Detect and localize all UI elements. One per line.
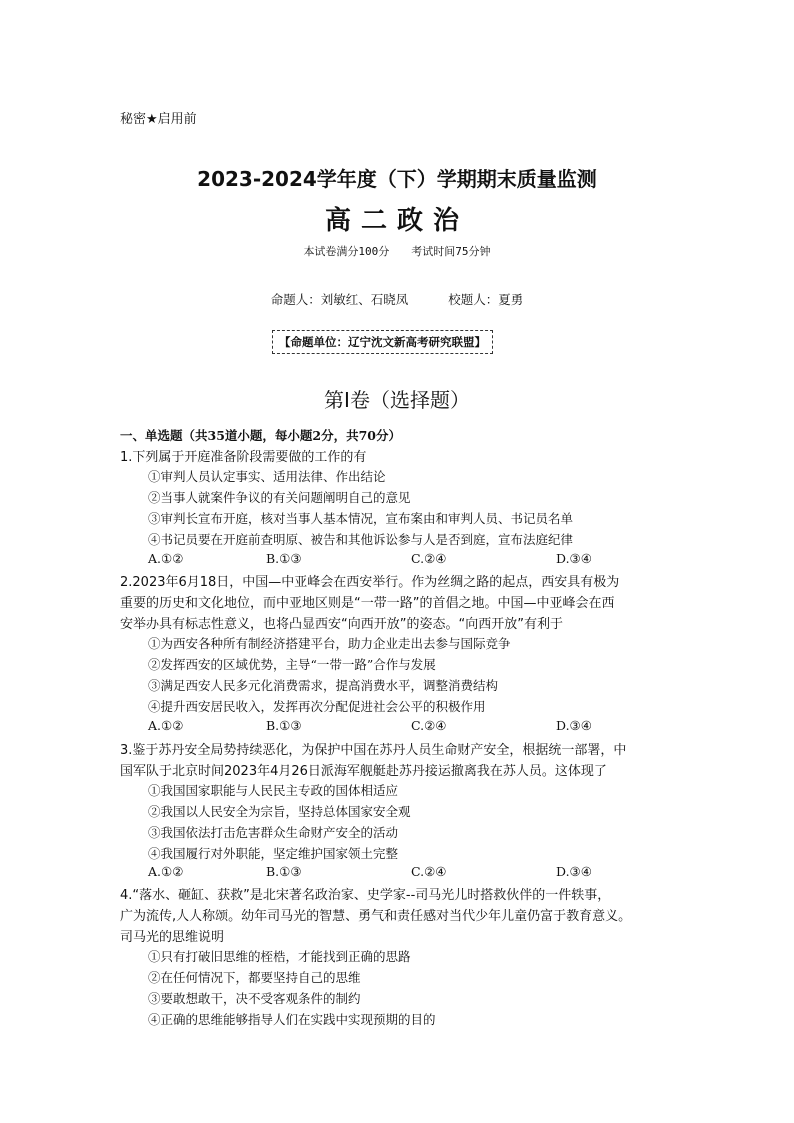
question-2-stem: 重要的历史和文化地位，而中亚地区则是“一带一路”的首倡之地。中国—中亚峰会在西	[120, 596, 615, 611]
question-2-answer-a: A.①②	[148, 718, 184, 733]
question-2-option: ②发挥西安的区域优势，主导“一带一路”合作与发展	[148, 657, 436, 672]
question-3-option: ③我国依法打击危害群众生命财产安全的活动	[148, 825, 399, 840]
exam-meta: 本试卷满分100分 考试时间75分钟	[303, 245, 491, 258]
question-3-answer-b: B.①③	[266, 864, 302, 879]
question-4-stem: 4.“落水、砸缸、获救”是北宋著名政治家、史学家--司马光儿时搭救伙伴的一件轶事，	[120, 888, 611, 903]
question-3-answer-a: A.①②	[148, 864, 184, 879]
question-3-option: ④我国履行对外职能，坚定维护国家领土完整	[148, 846, 399, 861]
authors-line	[0, 290, 794, 308]
question-2-option: ①为西安各种所有制经济搭建平台，助力企业走出去参与国际竞争	[148, 636, 511, 651]
volume-title: 第Ⅰ卷（选择题）	[324, 388, 470, 412]
question-3-stem: 3.鉴于苏丹安全局势持续恶化，为保护中国在苏丹人员生命财产安全，根据统一部署，中	[120, 743, 627, 758]
question-3-option: ②我国以人民安全为宗旨，坚持总体国家安全观	[148, 804, 411, 819]
question-1-option: ①审判人员认定事实、适用法律、作出结论	[148, 469, 386, 484]
question-1-answer-a: A.①②	[148, 551, 184, 566]
subject-title: 高二政治	[324, 206, 469, 236]
question-4-option: ③要敢想敢干，决不受客观条件的制约	[148, 991, 361, 1006]
question-4-stem: 司马光的思维说明	[120, 930, 225, 945]
confidential-label: 秘密★启用前	[120, 112, 197, 127]
exam-title: 2023-2024学年度（下）学期期末质量监测	[197, 167, 597, 191]
question-1-option: ③审判长宣布开庭，核对当事人基本情况，宣布案由和审判人员、书记员名单	[148, 511, 574, 526]
question-3-answer-d: D.③④	[556, 864, 592, 879]
question-1-answer-c: C.②④	[411, 551, 447, 566]
question-2-stem: 2.2023年6月18日，中国—中亚峰会在西安举行。作为丝绸之路的起点，西安具有极为	[120, 575, 620, 590]
question-2-answer-c: C.②④	[411, 718, 447, 733]
question-1-option: ④书记员要在开庭前查明原、被告和其他诉讼参与人是否到庭，宣布法庭纪律	[148, 532, 574, 547]
author-names: 命题人：刘敏红、石晓凤	[270, 292, 409, 307]
question-1-stem: 1.下列属于开庭准备阶段需要做的工作的有	[120, 450, 367, 465]
reviewer-name: 校题人：夏勇	[448, 292, 524, 307]
question-2-option: ④提升西安居民收入，发挥再次分配促进社会公平的积极作用	[148, 699, 486, 714]
question-4-option: ④正确的思维能够指导人们在实践中实现预期的目的	[148, 1012, 436, 1027]
section-title: 一、单选题（共35道小题，每小题2分，共70分）	[120, 428, 401, 443]
question-2-option: ③满足西安人民多元化消费需求，提高消费水平，调整消费结构	[148, 678, 499, 693]
question-1-answer-b: B.①③	[266, 551, 302, 566]
question-4-option: ①只有打破旧思维的桎梏，才能找到正确的思路	[148, 949, 411, 964]
question-3-option: ①我国国家职能与人民民主专政的国体相适应	[148, 783, 399, 798]
question-2-answer-d: D.③④	[556, 718, 592, 733]
question-2-stem: 安举办具有标志性意义，也将凸显西安“向西开放”的姿态。“向西开放”有利于	[120, 617, 563, 632]
question-1-option: ②当事人就案件争议的有关问题阐明自己的意见	[148, 490, 411, 505]
question-3-answer-c: C.②④	[411, 864, 447, 879]
question-3-stem: 国军队于北京时间2023年4月26日派海军舰艇赴苏丹接运撤离我在苏人员。这体现了	[120, 764, 607, 779]
question-4-option: ②在任何情况下，都要坚持自己的思维	[148, 970, 361, 985]
unit-badge: 【命题单位：辽宁沈文新高考研究联盟】	[272, 330, 493, 354]
question-2-answer-b: B.①③	[266, 718, 302, 733]
question-4-stem: 广为流传,人人称颂。幼年司马光的智慧、勇气和责任感对当代少年儿童仍富于教育意义。	[120, 909, 632, 924]
question-1-answer-d: D.③④	[556, 551, 592, 566]
